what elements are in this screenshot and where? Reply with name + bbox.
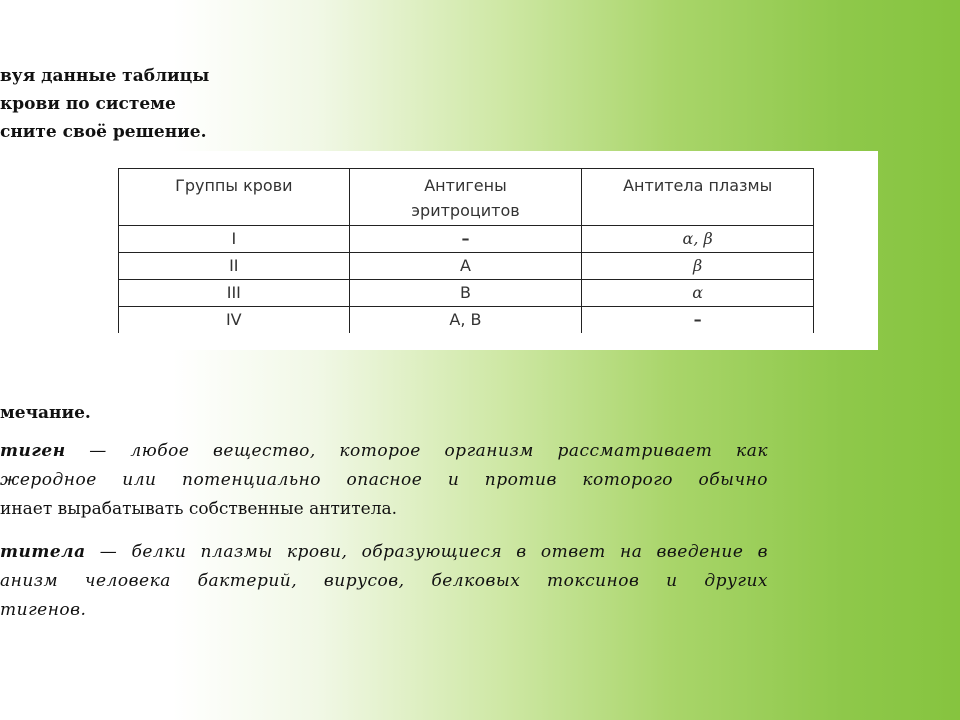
antigen-definition [0, 437, 768, 524]
antibody-line-1-text: — белки плазмы крови, образующиеся в ответ на введение в [85, 542, 768, 562]
table-row [119, 253, 814, 280]
antibody-line-2: анизм человека бактерий, вирусов, белковых токсинов и других [0, 571, 768, 591]
intro-line-1: вуя данные таблицы [0, 66, 210, 86]
cell-antigens: А, В [349, 307, 582, 334]
table-row [119, 280, 814, 307]
antigen-line-2: жеродное или потенциально опасное и против которого обычно [0, 470, 768, 490]
antigen-line-3: инает вырабатывать собственные антитела. [0, 499, 398, 519]
cell-antibodies: β [582, 253, 814, 280]
cell-antibodies: – [582, 307, 814, 334]
cell-antibodies: α, β [582, 226, 814, 253]
intro-line-3: сните своё решение. [0, 122, 207, 142]
header-plasma-antibodies: Антитела плазмы [582, 169, 814, 226]
cell-antigens: А [349, 253, 582, 280]
cell-group: IV [119, 307, 350, 334]
notes-section [0, 403, 768, 625]
header-erythrocyte-antigens-text: Антигены эритроцитов [411, 176, 520, 220]
cell-group: II [119, 253, 350, 280]
notes-title: мечание. [0, 403, 91, 423]
intro-line-2: крови по системе [0, 94, 176, 114]
antibody-term: титела [0, 542, 86, 562]
antibody-line-1 [0, 538, 768, 567]
table-row [119, 307, 814, 334]
antigen-term: тиген [0, 441, 66, 461]
cell-group: III [119, 280, 350, 307]
antibody-definition [0, 538, 768, 625]
antigen-line-1-text: — любое вещество, которое организм рассматривает как [65, 441, 768, 461]
table-header-row [119, 169, 814, 226]
intro-text [0, 62, 330, 146]
cell-antigens: В [349, 280, 582, 307]
antigen-line-1 [0, 437, 768, 466]
cell-antigens: – [349, 226, 582, 253]
blood-groups-table [118, 168, 814, 333]
cell-group: I [119, 226, 350, 253]
cell-antibodies: α [582, 280, 814, 307]
table-row [119, 226, 814, 253]
header-erythrocyte-antigens [349, 169, 582, 226]
table-panel [64, 151, 878, 350]
antibody-line-3: тигенов. [0, 600, 87, 620]
header-blood-groups: Группы крови [119, 169, 350, 226]
